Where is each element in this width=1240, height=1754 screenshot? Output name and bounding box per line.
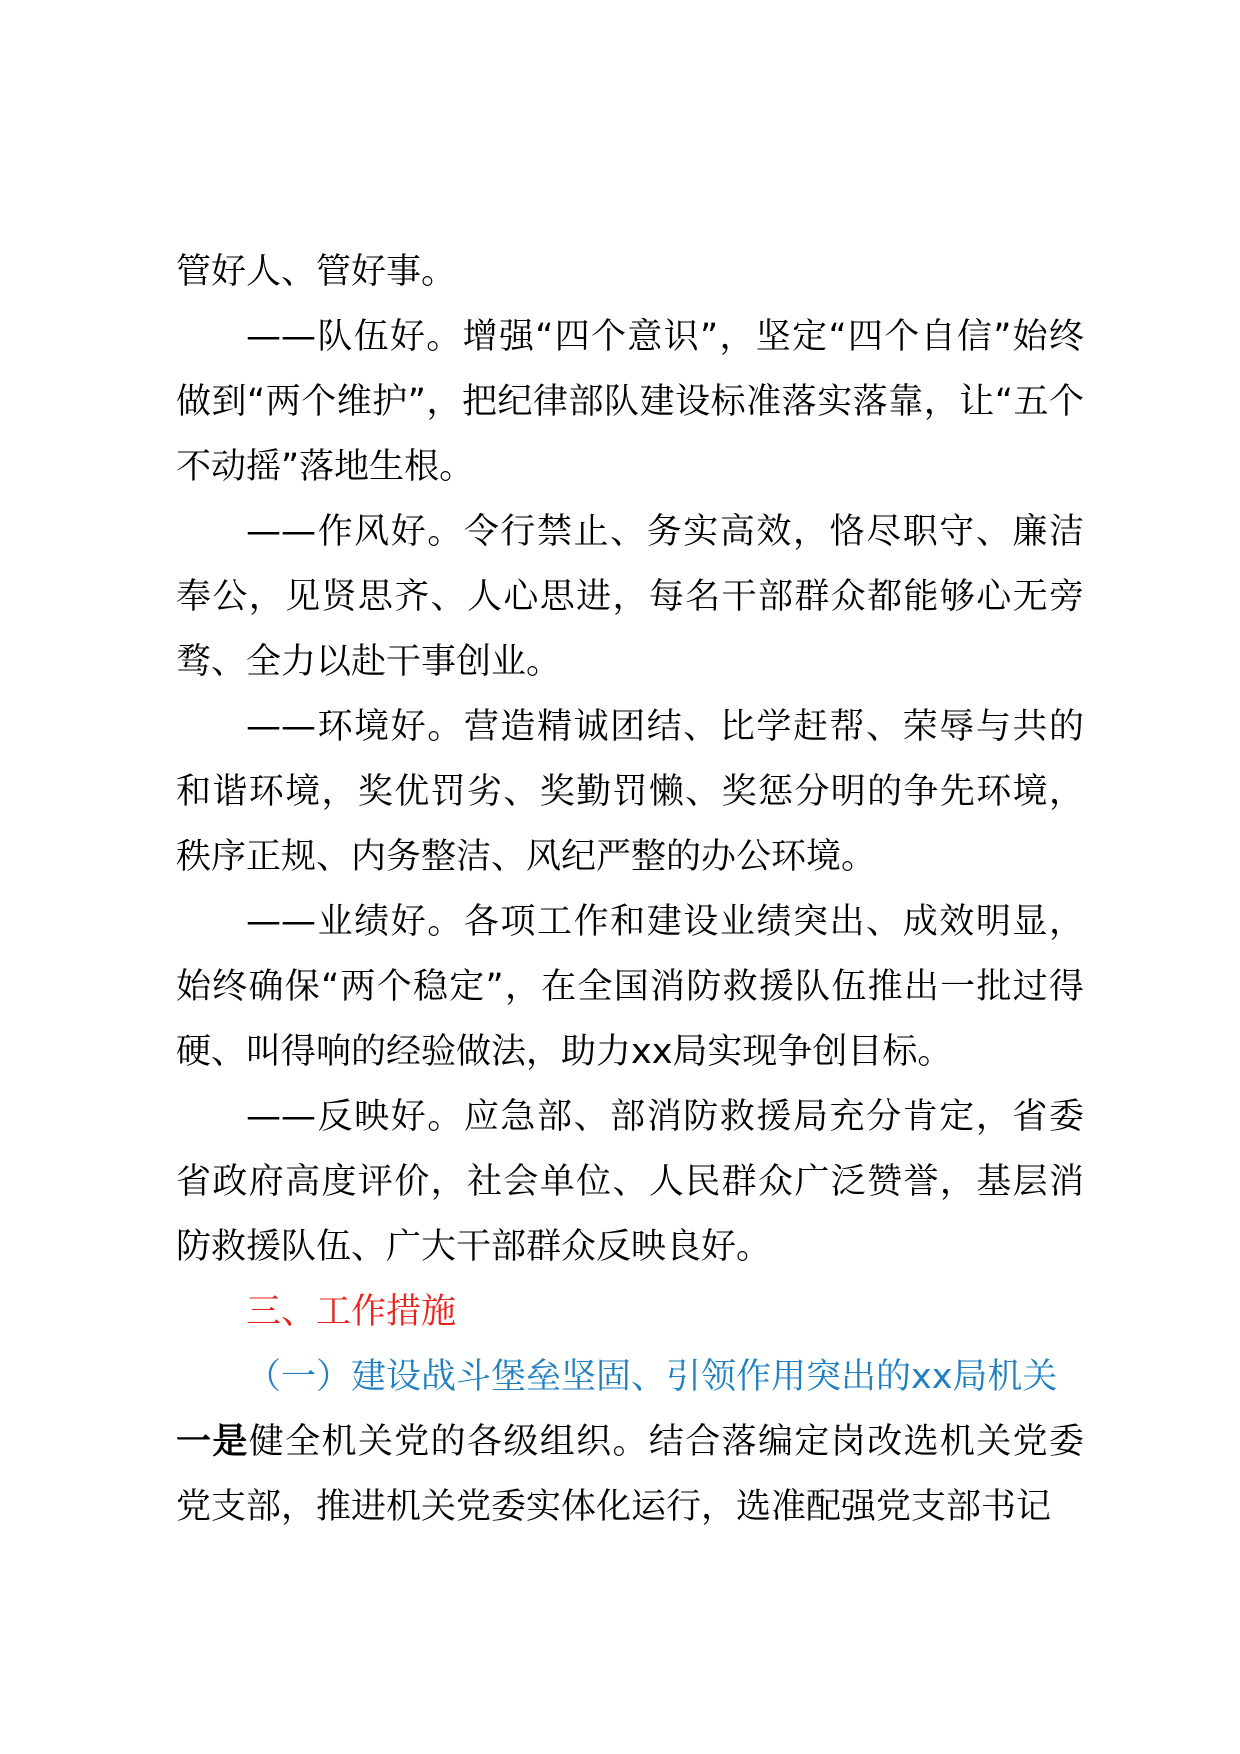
paragraph-team: ——队伍好。增强“四个意识”，坚定“四个自信”始终做到“两个维护”，把纪律部队建设标准落实落靠，让“五个不动摇”落地生根。 — [176, 317, 1084, 487]
section-heading: 三、工作措施 — [246, 1292, 457, 1332]
paragraph-performance: ——业绩好。各项工作和建设业绩突出、成效明显，始终确保“两个稳定”，在全国消防救援队伍推出一批过得硬、叫得响的经验做法，助力xx局实现争创目标。 — [176, 902, 1084, 1072]
paragraph-feedback: ——反映好。应急部、部消防救援局充分肯定，省委省政府高度评价，社会单位、人民群众广泛赞誉，基层消防救援队伍、广大干部群众反映良好。 — [176, 1097, 1084, 1267]
paragraph-environment: ——环境好。营造精诚团结、比学赶帮、荣辱与共的和谐环境，奖优罚劣、奖勤罚懒、奖惩分明的争先环境，秩序正规、内务整洁、风纪严整的办公环境。 — [176, 707, 1084, 877]
subsection-heading: （一）建设战斗堡垒坚固、引领作用突出的xx局机关 — [246, 1357, 1058, 1397]
lead-marker: 一是 — [176, 1422, 249, 1462]
paragraph-style: ——作风好。令行禁止、务实高效，恪尽职守、廉洁奉公，见贤思齐、人心思进，每名干部群众都能够心无旁骛、全力以赴干事创业。 — [176, 512, 1084, 682]
document-body — [176, 240, 1084, 1540]
lead-text: 健全机关党的各级组织。结合落编定岗改选机关党委党支部，推进机关党委实体化运行，选准配强党支部书记 — [176, 1422, 1084, 1527]
paragraph-first-measure — [176, 1410, 1084, 1540]
paragraph-continuation: 管好人、管好事。 — [176, 252, 457, 292]
